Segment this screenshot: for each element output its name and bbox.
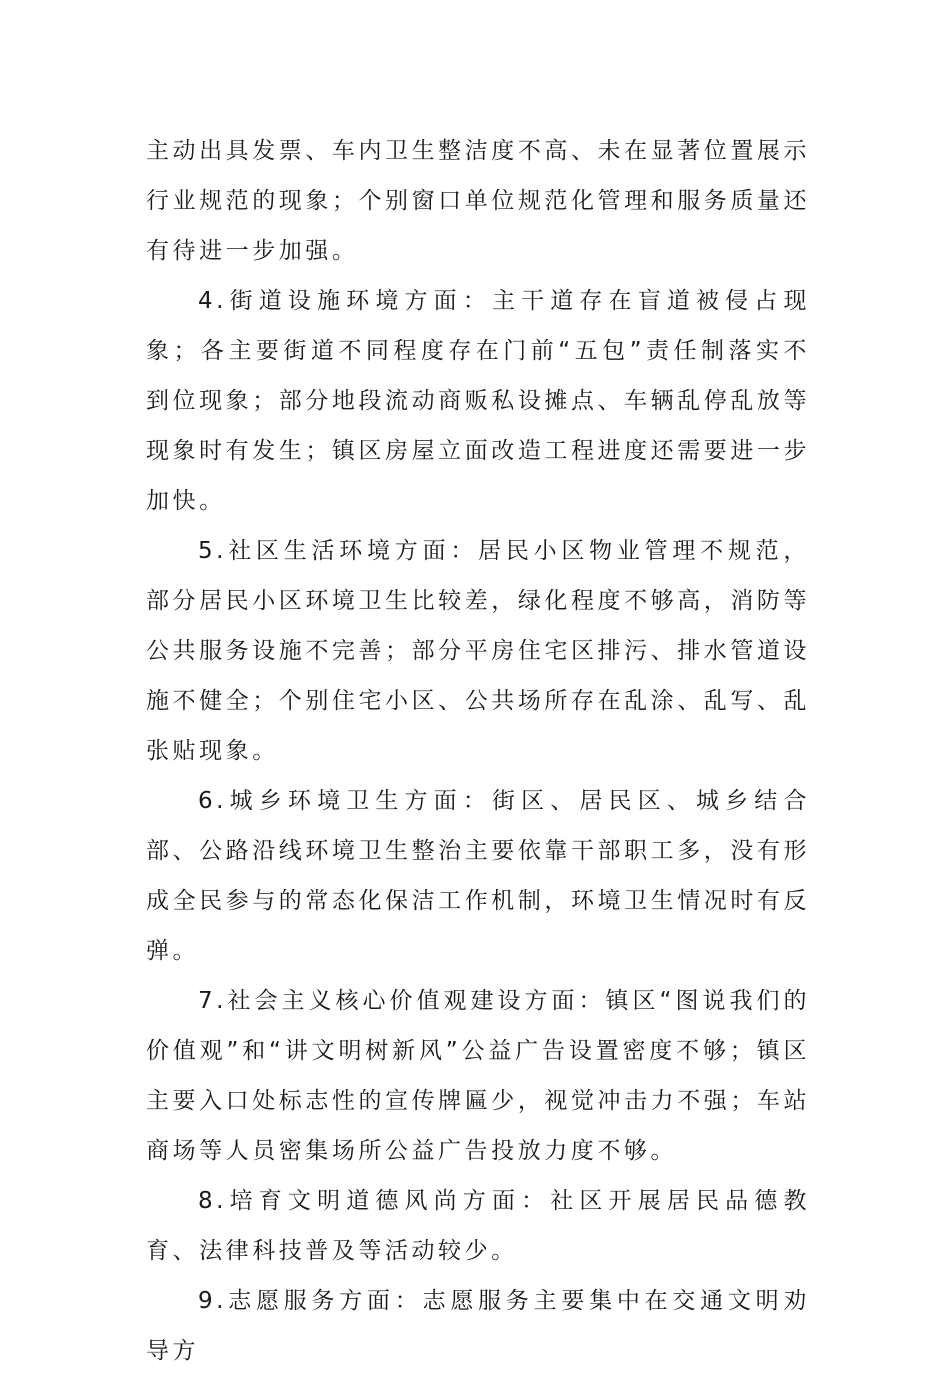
paragraph-moral-culture: 8.培育文明道德风尚方面：社区开展居民品德教育、法律科技普及等活动较少。: [146, 1188, 810, 1264]
paragraph-volunteer-service: 9.志愿服务方面：志愿服务主要集中在交通文明劝导方: [146, 1288, 810, 1364]
document-body: [146, 126, 810, 1376]
paragraph-street-facilities: 4.街道设施环境方面：主干道存在盲道被侵占现象；各主要街道不同程度存在门前“五包”责任制落实不到位现象；部分地段流动商贩私设摊点、车辆乱停乱放等现象时有发生；镇区房屋立面改造工程进度还需要进一步加快。: [146, 288, 810, 514]
paragraph-urban-rural-sanitation: 6.城乡环境卫生方面：街区、居民区、城乡结合部、公路沿线环境卫生整治主要依靠干部职工多，没有形成全民参与的常态化保洁工作机制，环境卫生情况时有反弹。: [146, 788, 810, 964]
paragraph-core-values: 7.社会主义核心价值观建设方面：镇区“图说我们的价值观”和“讲文明树新风”公益广告设置密度不够；镇区主要入口处标志性的宣传牌匾少，视觉冲击力不强；车站商场等人员密集场所公益广告投放力度不够。: [146, 988, 810, 1164]
paragraph-community-living: 5.社区生活环境方面：居民小区物业管理不规范，部分居民小区环境卫生比较差，绿化程度不够高，消防等公共服务设施不完善；部分平房住宅区排污、排水管道设施不健全；个别住宅小区、公共场所存在乱涂、乱写、乱张贴现象。: [146, 538, 810, 764]
paragraph-continuation: 主动出具发票、车内卫生整洁度不高、未在显著位置展示行业规范的现象；个别窗口单位规范化管理和服务质量还有待进一步加强。: [146, 138, 810, 264]
